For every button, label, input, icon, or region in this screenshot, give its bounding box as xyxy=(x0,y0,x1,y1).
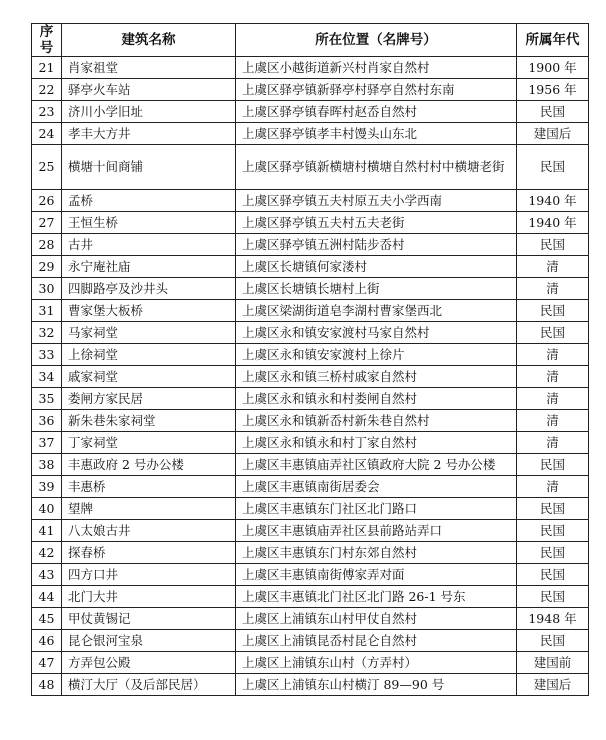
table-row xyxy=(32,278,589,300)
cell-location: 上虞区驿亭镇新横塘村横塘自然村村中横塘老街 xyxy=(236,145,517,190)
cell-location: 上虞区驿亭镇新驿亭村驿亭自然村东南 xyxy=(236,79,517,101)
cell-num: 38 xyxy=(32,454,62,476)
cell-location: 上虞区上浦镇昆岙村昆仑自然村 xyxy=(236,630,517,652)
cell-era: 民国 xyxy=(517,520,589,542)
cell-location: 上虞区丰惠镇南街傅家弄对面 xyxy=(236,564,517,586)
cell-num: 21 xyxy=(32,57,62,79)
header-name: 建筑名称 xyxy=(62,24,236,57)
cell-era: 1940 年 xyxy=(517,212,589,234)
cell-building-name: 娄闸方家民居 xyxy=(62,388,236,410)
cell-building-name: 王恒生桥 xyxy=(62,212,236,234)
cell-location: 上虞区驿亭镇孝丰村馒头山东北 xyxy=(236,123,517,145)
cell-building-name: 曹家堡大板桥 xyxy=(62,300,236,322)
heritage-buildings-table xyxy=(31,23,589,696)
cell-building-name: 古井 xyxy=(62,234,236,256)
cell-era: 民国 xyxy=(517,454,589,476)
cell-location: 上虞区永和镇安家渡村马家自然村 xyxy=(236,322,517,344)
cell-building-name: 肖家祖堂 xyxy=(62,57,236,79)
cell-building-name: 丰惠政府 2 号办公楼 xyxy=(62,454,236,476)
table-row xyxy=(32,79,589,101)
cell-building-name: 昆仑银河宝泉 xyxy=(62,630,236,652)
table-row xyxy=(32,630,589,652)
cell-building-name: 方弄包公殿 xyxy=(62,652,236,674)
table-row xyxy=(32,256,589,278)
table-row xyxy=(32,145,589,190)
table-row xyxy=(32,101,589,123)
cell-location: 上虞区梁湖街道皂李湖村曹家堡西北 xyxy=(236,300,517,322)
cell-num: 48 xyxy=(32,674,62,696)
cell-location: 上虞区驿亭镇五夫村原五夫小学西南 xyxy=(236,190,517,212)
cell-building-name: 戚家祠堂 xyxy=(62,366,236,388)
table-header-row xyxy=(32,24,589,57)
cell-num: 35 xyxy=(32,388,62,410)
cell-location: 上虞区驿亭镇春晖村赵岙自然村 xyxy=(236,101,517,123)
cell-num: 41 xyxy=(32,520,62,542)
cell-era: 民国 xyxy=(517,586,589,608)
cell-location: 上虞区长塘镇何家溇村 xyxy=(236,256,517,278)
cell-num: 26 xyxy=(32,190,62,212)
cell-building-name: 新朱巷朱家祠堂 xyxy=(62,410,236,432)
cell-num: 44 xyxy=(32,586,62,608)
cell-location: 上虞区驿亭镇五夫村五夫老街 xyxy=(236,212,517,234)
table-row xyxy=(32,652,589,674)
cell-location: 上虞区永和镇永和村娄闸自然村 xyxy=(236,388,517,410)
heritage-table-container xyxy=(31,23,589,696)
cell-location: 上虞区丰惠镇东门社区北门路口 xyxy=(236,498,517,520)
table-row xyxy=(32,388,589,410)
cell-num: 27 xyxy=(32,212,62,234)
cell-era: 民国 xyxy=(517,234,589,256)
cell-num: 47 xyxy=(32,652,62,674)
cell-location: 上虞区上浦镇东山村横汀 89—90 号 xyxy=(236,674,517,696)
table-row xyxy=(32,476,589,498)
cell-num: 32 xyxy=(32,322,62,344)
cell-building-name: 丰惠桥 xyxy=(62,476,236,498)
cell-num: 33 xyxy=(32,344,62,366)
cell-location: 上虞区永和镇永和村丁家自然村 xyxy=(236,432,517,454)
table-row xyxy=(32,432,589,454)
table-row xyxy=(32,608,589,630)
cell-era: 清 xyxy=(517,256,589,278)
cell-building-name: 丁家祠堂 xyxy=(62,432,236,454)
cell-era: 1940 年 xyxy=(517,190,589,212)
cell-num: 46 xyxy=(32,630,62,652)
cell-building-name: 望牌 xyxy=(62,498,236,520)
cell-num: 25 xyxy=(32,145,62,190)
cell-location: 上虞区上浦镇东山村（方弄村） xyxy=(236,652,517,674)
cell-location: 上虞区驿亭镇五洲村陆步岙村 xyxy=(236,234,517,256)
cell-num: 43 xyxy=(32,564,62,586)
cell-building-name: 横汀大厅（及后部民居） xyxy=(62,674,236,696)
cell-num: 45 xyxy=(32,608,62,630)
cell-building-name: 探春桥 xyxy=(62,542,236,564)
table-row xyxy=(32,498,589,520)
cell-num: 29 xyxy=(32,256,62,278)
cell-building-name: 甲仗黄锡记 xyxy=(62,608,236,630)
cell-num: 34 xyxy=(32,366,62,388)
cell-location: 上虞区丰惠镇庙弄社区镇政府大院 2 号办公楼 xyxy=(236,454,517,476)
cell-building-name: 四脚路亭及沙井头 xyxy=(62,278,236,300)
table-row xyxy=(32,454,589,476)
cell-num: 22 xyxy=(32,79,62,101)
table-row xyxy=(32,344,589,366)
cell-location: 上虞区丰惠镇北门社区北门路 26-1 号东 xyxy=(236,586,517,608)
table-row xyxy=(32,300,589,322)
cell-num: 42 xyxy=(32,542,62,564)
table-row xyxy=(32,564,589,586)
cell-building-name: 永宁庵社庙 xyxy=(62,256,236,278)
cell-num: 36 xyxy=(32,410,62,432)
cell-era: 清 xyxy=(517,344,589,366)
cell-era: 1956 年 xyxy=(517,79,589,101)
cell-era: 清 xyxy=(517,366,589,388)
table-row xyxy=(32,57,589,79)
table-row xyxy=(32,190,589,212)
cell-era: 民国 xyxy=(517,498,589,520)
cell-num: 39 xyxy=(32,476,62,498)
header-num: 序号 xyxy=(32,24,62,57)
cell-era: 民国 xyxy=(517,630,589,652)
cell-building-name: 驿亭火车站 xyxy=(62,79,236,101)
table-row xyxy=(32,520,589,542)
cell-location: 上虞区永和镇新岙村新朱巷自然村 xyxy=(236,410,517,432)
cell-era: 1900 年 xyxy=(517,57,589,79)
cell-era: 清 xyxy=(517,410,589,432)
cell-era: 建国后 xyxy=(517,674,589,696)
cell-num: 40 xyxy=(32,498,62,520)
cell-era: 清 xyxy=(517,278,589,300)
cell-era: 建国后 xyxy=(517,123,589,145)
cell-era: 清 xyxy=(517,388,589,410)
table-body xyxy=(32,57,589,696)
cell-era: 民国 xyxy=(517,101,589,123)
cell-era: 民国 xyxy=(517,542,589,564)
cell-era: 民国 xyxy=(517,300,589,322)
header-location: 所在位置（名牌号） xyxy=(236,24,517,57)
cell-era: 民国 xyxy=(517,322,589,344)
cell-num: 23 xyxy=(32,101,62,123)
cell-location: 上虞区丰惠镇东门村东郊自然村 xyxy=(236,542,517,564)
cell-location: 上虞区丰惠镇庙弄社区县前路站弄口 xyxy=(236,520,517,542)
cell-num: 30 xyxy=(32,278,62,300)
cell-era: 民国 xyxy=(517,564,589,586)
cell-location: 上虞区长塘镇长塘村上街 xyxy=(236,278,517,300)
cell-location: 上虞区永和镇安家渡村上徐片 xyxy=(236,344,517,366)
cell-era: 民国 xyxy=(517,145,589,190)
cell-num: 24 xyxy=(32,123,62,145)
header-era: 所属年代 xyxy=(517,24,589,57)
cell-era: 建国前 xyxy=(517,652,589,674)
cell-building-name: 上徐祠堂 xyxy=(62,344,236,366)
cell-building-name: 横塘十间商铺 xyxy=(62,145,236,190)
cell-location: 上虞区丰惠镇南街居委会 xyxy=(236,476,517,498)
cell-era: 清 xyxy=(517,476,589,498)
table-row xyxy=(32,123,589,145)
table-row xyxy=(32,234,589,256)
cell-location: 上虞区上浦镇东山村甲仗自然村 xyxy=(236,608,517,630)
cell-building-name: 北门大井 xyxy=(62,586,236,608)
table-row xyxy=(32,586,589,608)
cell-building-name: 马家祠堂 xyxy=(62,322,236,344)
table-row xyxy=(32,410,589,432)
table-row xyxy=(32,674,589,696)
cell-building-name: 孟桥 xyxy=(62,190,236,212)
cell-building-name: 八太娘古井 xyxy=(62,520,236,542)
cell-location: 上虞区永和镇三桥村戚家自然村 xyxy=(236,366,517,388)
table-row xyxy=(32,212,589,234)
cell-building-name: 济川小学旧址 xyxy=(62,101,236,123)
cell-num: 31 xyxy=(32,300,62,322)
cell-num: 37 xyxy=(32,432,62,454)
table-row xyxy=(32,542,589,564)
table-row xyxy=(32,322,589,344)
cell-num: 28 xyxy=(32,234,62,256)
table-row xyxy=(32,366,589,388)
cell-building-name: 孝丰大方井 xyxy=(62,123,236,145)
cell-era: 清 xyxy=(517,432,589,454)
cell-era: 1948 年 xyxy=(517,608,589,630)
cell-location: 上虞区小越街道新兴村肖家自然村 xyxy=(236,57,517,79)
cell-building-name: 四方口井 xyxy=(62,564,236,586)
